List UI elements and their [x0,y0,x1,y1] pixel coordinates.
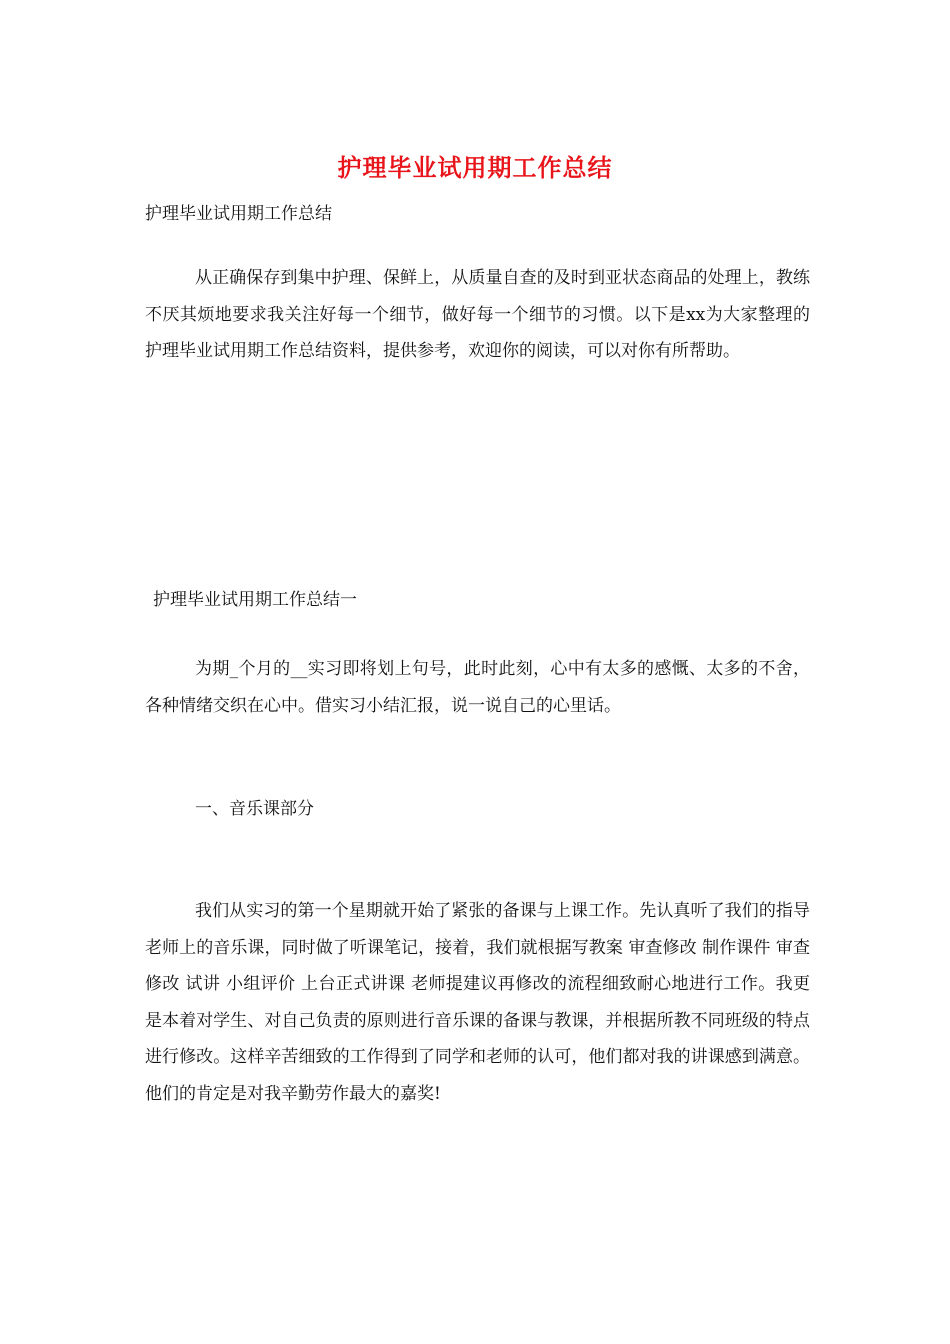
part-heading: 一、音乐课部分 [195,799,314,819]
intro-paragraph: 从正确保存到集中护理、保鲜上，从质量自查的及时到亚状态商品的处理上，教练不厌其烦地要求我关注好每一个细节，做好每一个细节的习惯。以下是xx为大家整理的护理毕业试用期工作总结资料，提供参考，欢迎你的阅读，可以对你有所帮助。 [145,268,810,361]
section-heading: 护理毕业试用期工作总结一 [153,590,357,610]
part-paragraph: 我们从实习的第一个星期就开始了紧张的备课与上课工作。先认真听了我们的指导老师上的音乐课，同时做了听课笔记，接着，我们就根据写教案 审查修改 制作课件 审查修改 试讲 小组评价 上台正式讲课 老师提建议再修改的流程细致耐心地进行工作。我更是本着对学生、对自己负责的原则进行音乐课的备课与教课，并根据所教不同班级的特点进行修改。这样辛苦细致的工作得到了同学和老师的认可，他们都对我的讲课感到满意。他们的肯定是对我辛勤劳作最大的嘉奖! [145,901,810,1104]
section-paragraph: 为期_个月的__实习即将划上句号，此时此刻，心中有太多的感慨、太多的不舍，各种情绪交织在心中。借实习小结汇报，说一说自己的心里话。 [145,659,810,716]
document-subtitle: 护理毕业试用期工作总结 [145,204,332,224]
document-title: 护理毕业试用期工作总结 [337,153,613,182]
